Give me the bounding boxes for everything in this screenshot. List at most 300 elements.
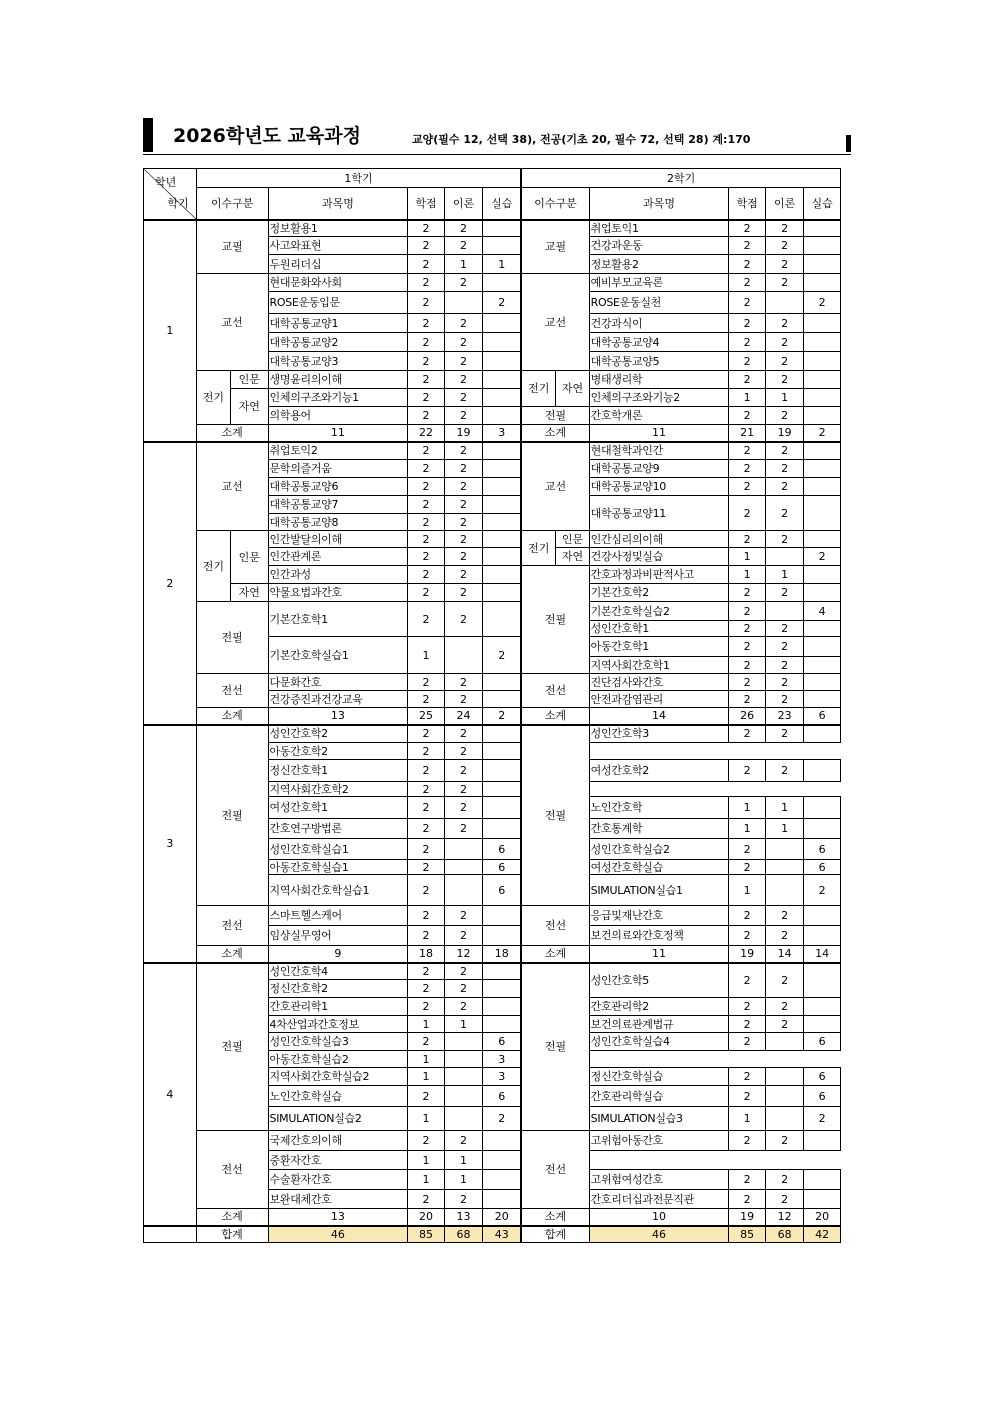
subject-theory: 2 xyxy=(765,691,803,708)
subject-practice: 6 xyxy=(483,860,522,875)
subject-theory: 2 xyxy=(444,926,482,946)
subject-practice xyxy=(483,1170,522,1190)
subject-name: 대학공통교양3 xyxy=(268,352,408,371)
subject-credit: 2 xyxy=(408,926,444,946)
subtotal-label: 소계 xyxy=(196,708,268,725)
subtotal-practice: 18 xyxy=(483,946,522,963)
subject-name: 의학용어 xyxy=(268,407,408,425)
subject-practice xyxy=(483,674,522,691)
subject-practice xyxy=(804,496,841,531)
subject-practice xyxy=(804,460,841,478)
subtotal-count: 11 xyxy=(589,946,729,963)
subtotal-credit: 20 xyxy=(408,1209,444,1226)
subject-credit: 2 xyxy=(408,980,444,998)
subject-theory: 2 xyxy=(765,621,803,637)
subtotal-credit: 18 xyxy=(408,946,444,963)
subject-credit: 2 xyxy=(408,691,444,708)
subject-name: 여성간호학2 xyxy=(589,760,729,782)
subject-theory: 1 xyxy=(765,389,803,407)
subject-credit: 2 xyxy=(408,906,444,926)
subject-name: 건강사정및실습 xyxy=(589,548,729,566)
subject-name: 취업토익2 xyxy=(268,442,408,460)
subject-practice xyxy=(483,691,522,708)
category-jeonseon: 전선 xyxy=(196,1131,268,1209)
subject-practice: 6 xyxy=(483,875,522,906)
subject-theory: 2 xyxy=(765,274,803,292)
subject-name: SIMULATION실습3 xyxy=(589,1107,729,1131)
subject-credit: 2 xyxy=(408,255,444,274)
subtotal-count: 13 xyxy=(268,1209,408,1226)
page-title: 2026학년도 교육과정 xyxy=(173,125,361,147)
subject-theory xyxy=(444,1107,482,1131)
subject-practice xyxy=(483,1131,522,1151)
subject-credit: 1 xyxy=(408,1068,444,1086)
subject-practice: 3 xyxy=(483,1068,522,1086)
subject-name: 아동간호학2 xyxy=(268,743,408,760)
total-count: 46 xyxy=(268,1226,408,1243)
subject-name: 대학공통교양9 xyxy=(589,460,729,478)
subject-credit: 2 xyxy=(729,963,765,998)
subject-theory: 2 xyxy=(765,478,803,496)
subject-name: 기본간호학2 xyxy=(589,584,729,602)
subject-credit: 2 xyxy=(729,1016,765,1033)
subject-theory: 2 xyxy=(765,926,803,946)
title-left-bar xyxy=(143,118,153,152)
subject-practice: 2 xyxy=(804,1107,841,1131)
subtotal-practice: 2 xyxy=(804,425,841,442)
subject-credit: 2 xyxy=(408,875,444,906)
subject-theory: 2 xyxy=(765,674,803,691)
subtotal-label: 소계 xyxy=(521,1209,589,1226)
subject-name: 인간과성 xyxy=(268,566,408,584)
subject-credit: 2 xyxy=(729,478,765,496)
subtotal-theory: 19 xyxy=(765,425,803,442)
subject-credit: 2 xyxy=(408,292,444,314)
total-credit: 85 xyxy=(729,1226,765,1243)
subject-practice xyxy=(804,725,841,743)
subject-practice xyxy=(804,691,841,708)
subject-theory: 2 xyxy=(444,963,482,980)
subject-name: 대학공통교양2 xyxy=(268,333,408,352)
subject-practice xyxy=(483,237,522,255)
subject-theory: 2 xyxy=(765,496,803,531)
subject-theory xyxy=(444,292,482,314)
subject-practice: 6 xyxy=(804,1033,841,1051)
subject-credit: 2 xyxy=(408,314,444,333)
subject-theory: 2 xyxy=(765,1190,803,1209)
subject-practice xyxy=(804,531,841,548)
subject-practice: 2 xyxy=(483,1107,522,1131)
subject-name: 현대문화와사회 xyxy=(268,274,408,292)
subject-practice: 1 xyxy=(483,255,522,274)
subject-practice xyxy=(804,333,841,352)
subject-name: 성인간호학4 xyxy=(268,963,408,980)
subject-name: 생명윤리의이해 xyxy=(268,371,408,389)
subject-practice: 2 xyxy=(483,637,522,674)
subject-name: 두원리더십 xyxy=(268,255,408,274)
practice-column-header: 실습 xyxy=(483,188,522,220)
subject-credit: 2 xyxy=(408,220,444,237)
subject-theory xyxy=(444,637,482,674)
subject-practice xyxy=(483,906,522,926)
subcategory-jayeon: 자연 xyxy=(556,371,589,407)
subject-theory: 2 xyxy=(765,906,803,926)
subtotal-count: 10 xyxy=(589,1209,729,1226)
category-jeonpil: 전필 xyxy=(521,407,589,425)
subject-name: 정보활용1 xyxy=(268,220,408,237)
subject-name: 정보활용2 xyxy=(589,255,729,274)
subject-name: 진단검사와간호 xyxy=(589,674,729,691)
subject-theory: 2 xyxy=(444,548,482,566)
subject-name: 간호통계학 xyxy=(589,819,729,839)
subcategory-inmun: 인문 xyxy=(556,531,589,548)
subject-theory: 2 xyxy=(444,333,482,352)
credit-column-header: 학점 xyxy=(729,188,765,220)
subject-credit: 1 xyxy=(408,1170,444,1190)
subject-credit: 2 xyxy=(408,725,444,743)
subject-practice xyxy=(483,998,522,1016)
subject-theory: 2 xyxy=(444,407,482,425)
subject-name: 취업토익1 xyxy=(589,220,729,237)
subject-theory: 2 xyxy=(444,371,482,389)
subject-practice xyxy=(483,782,522,797)
subject-theory xyxy=(765,1086,803,1107)
subject-practice xyxy=(804,255,841,274)
subject-theory xyxy=(765,1068,803,1086)
subject-practice: 6 xyxy=(804,839,841,860)
subject-name: 간호리더십과전문직관 xyxy=(589,1190,729,1209)
subject-name: 성인간호학실습3 xyxy=(268,1033,408,1051)
subject-practice xyxy=(483,760,522,782)
subject-credit: 2 xyxy=(408,819,444,839)
subject-name: ROSE운동입문 xyxy=(268,292,408,314)
subject-credit: 2 xyxy=(729,998,765,1016)
subject-theory: 2 xyxy=(444,819,482,839)
subject-credit: 2 xyxy=(729,657,765,674)
category-gyopil: 교필 xyxy=(521,220,589,274)
subject-credit: 2 xyxy=(729,760,765,782)
subject-practice xyxy=(804,442,841,460)
subject-theory: 2 xyxy=(444,691,482,708)
subject-credit: 2 xyxy=(729,352,765,371)
subject-credit: 2 xyxy=(408,860,444,875)
total-label: 합계 xyxy=(521,1226,589,1243)
subject-credit: 2 xyxy=(408,496,444,514)
subject-practice xyxy=(804,1131,841,1151)
category-jeonseon: 전선 xyxy=(196,674,268,708)
category-jeonpil: 전필 xyxy=(521,725,589,906)
subject-practice xyxy=(483,442,522,460)
subject-name: 대학공통교양6 xyxy=(268,478,408,496)
subject-name: 노인간호학실습 xyxy=(268,1086,408,1107)
subtotal-practice: 6 xyxy=(804,708,841,725)
total-theory: 68 xyxy=(765,1226,803,1243)
subtotal-theory: 12 xyxy=(444,946,482,963)
subject-credit: 1 xyxy=(408,1051,444,1068)
subject-theory: 2 xyxy=(444,998,482,1016)
subtotal-practice: 2 xyxy=(483,708,522,725)
subject-theory: 2 xyxy=(444,674,482,691)
subject-name: ROSE운동실천 xyxy=(589,292,729,314)
subtotal-count: 9 xyxy=(268,946,408,963)
category-jeonpil: 전필 xyxy=(521,566,589,674)
subject-credit: 2 xyxy=(729,274,765,292)
subject-theory: 2 xyxy=(444,725,482,743)
subject-credit: 2 xyxy=(729,1190,765,1209)
subject-theory: 2 xyxy=(765,1016,803,1033)
subject-theory: 2 xyxy=(444,743,482,760)
subject-theory: 2 xyxy=(765,1170,803,1190)
subject-theory xyxy=(765,548,803,566)
category-column-header: 이수구분 xyxy=(196,188,268,220)
subcategory-jayeon: 자연 xyxy=(231,389,268,425)
subject-practice xyxy=(483,602,522,637)
subject-name: 간호과정과비판적사고 xyxy=(589,566,729,584)
subject-theory: 2 xyxy=(444,906,482,926)
subject-name: 고위험여성간호 xyxy=(589,1170,729,1190)
subtotal-count: 13 xyxy=(268,708,408,725)
subject-name: 여성간호학1 xyxy=(268,797,408,819)
subject-practice: 3 xyxy=(483,1051,522,1068)
subject-practice xyxy=(483,220,522,237)
subject-credit: 2 xyxy=(408,743,444,760)
subject-name: 대학공통교양4 xyxy=(589,333,729,352)
subtotal-count: 11 xyxy=(589,425,729,442)
subtotal-credit: 25 xyxy=(408,708,444,725)
subject-practice xyxy=(483,797,522,819)
subject-practice xyxy=(804,237,841,255)
category-jeonseon: 전선 xyxy=(196,906,268,946)
subject-theory: 2 xyxy=(765,1131,803,1151)
subject-practice xyxy=(483,1151,522,1170)
subject-practice xyxy=(804,963,841,998)
subject-credit: 2 xyxy=(729,906,765,926)
subject-name: 간호관리학2 xyxy=(589,998,729,1016)
subject-name: 임상실무영어 xyxy=(268,926,408,946)
category-gyoseon: 교선 xyxy=(521,442,589,531)
subject-name: 성인간호학1 xyxy=(589,621,729,637)
subject-credit: 1 xyxy=(408,1107,444,1131)
subject-credit: 2 xyxy=(729,442,765,460)
subject-name: 인간관계론 xyxy=(268,548,408,566)
subject-practice: 6 xyxy=(483,839,522,860)
subject-credit: 2 xyxy=(408,274,444,292)
category-jeongi: 전기 xyxy=(196,531,230,602)
subject-name: 여성간호학실습 xyxy=(589,860,729,875)
subject-credit: 2 xyxy=(729,255,765,274)
category-jeonseon: 전선 xyxy=(521,906,589,946)
subject-practice: 6 xyxy=(804,860,841,875)
subject-credit: 2 xyxy=(729,496,765,531)
subject-theory xyxy=(765,292,803,314)
subject-credit: 2 xyxy=(729,602,765,621)
year-corner-label: 학년 xyxy=(155,175,177,189)
semester-corner-label: 학기 xyxy=(167,196,189,210)
subject-practice xyxy=(804,371,841,389)
subject-name: 인체의구조와기능2 xyxy=(589,389,729,407)
subject-practice xyxy=(483,963,522,980)
category-gyoseon: 교선 xyxy=(196,442,268,531)
subtotal-practice: 20 xyxy=(804,1209,841,1226)
subject-theory: 2 xyxy=(444,460,482,478)
subject-credit: 2 xyxy=(729,691,765,708)
subject-theory xyxy=(444,1086,482,1107)
subject-name: SIMULATION실습1 xyxy=(589,875,729,906)
subject-name: 건강과식이 xyxy=(589,314,729,333)
category-jeongi: 전기 xyxy=(521,531,555,566)
subtotal-credit: 21 xyxy=(729,425,765,442)
subject-name: SIMULATION실습2 xyxy=(268,1107,408,1131)
subject-practice: 4 xyxy=(804,602,841,621)
subject-name: 응급및재난간호 xyxy=(589,906,729,926)
subject-name: 건강증진과건강교육 xyxy=(268,691,408,708)
subject-theory: 2 xyxy=(765,352,803,371)
subject-theory: 1 xyxy=(765,797,803,819)
subtotal-theory: 24 xyxy=(444,708,482,725)
subject-name: 중환자간호 xyxy=(268,1151,408,1170)
subject-name: 대학공통교양11 xyxy=(589,496,729,531)
subject-name: 기본간호학실습1 xyxy=(268,637,408,674)
title-bar xyxy=(143,118,851,155)
subject-credit: 2 xyxy=(729,926,765,946)
subject-practice xyxy=(483,566,522,584)
subject-name: 병태생리학 xyxy=(589,371,729,389)
subject-credit: 2 xyxy=(729,1033,765,1051)
category-jeonpil: 전필 xyxy=(521,963,589,1131)
subject-credit: 2 xyxy=(408,389,444,407)
subtotal-count: 14 xyxy=(589,708,729,725)
subtotal-credit: 19 xyxy=(729,946,765,963)
subject-name: 지역사회간호학2 xyxy=(268,782,408,797)
subject-practice xyxy=(804,760,841,782)
subject-theory xyxy=(765,875,803,906)
subject-credit: 1 xyxy=(729,548,765,566)
subtotal-theory: 19 xyxy=(444,425,482,442)
subject-theory xyxy=(444,875,482,906)
semester-2-header: 2학기 xyxy=(521,169,840,188)
subject-name: 대학공통교양5 xyxy=(589,352,729,371)
subject-name: 성인간호학5 xyxy=(589,963,729,998)
subject-theory: 2 xyxy=(444,584,482,602)
subject-name: 약물요법과간호 xyxy=(268,584,408,602)
subject-practice xyxy=(483,478,522,496)
category-jeonpil: 전필 xyxy=(196,602,268,674)
subject-credit: 2 xyxy=(729,860,765,875)
subject-theory: 2 xyxy=(444,220,482,237)
total-practice: 43 xyxy=(483,1226,522,1243)
subject-theory: 1 xyxy=(444,255,482,274)
subject-name: 대학공통교양8 xyxy=(268,514,408,531)
subject-credit: 2 xyxy=(729,314,765,333)
subject-name: 보건의료와간호정책 xyxy=(589,926,729,946)
subject-theory: 2 xyxy=(765,637,803,657)
subject-practice xyxy=(804,637,841,657)
subject-theory: 2 xyxy=(444,566,482,584)
subject-practice xyxy=(483,531,522,548)
subject-credit: 1 xyxy=(729,797,765,819)
subject-practice xyxy=(804,1016,841,1033)
subject-credit: 2 xyxy=(408,1190,444,1209)
subject-theory: 2 xyxy=(444,1131,482,1151)
subject-credit: 2 xyxy=(729,584,765,602)
year-label: 3 xyxy=(144,725,197,963)
subject-credit: 2 xyxy=(408,352,444,371)
category-jeongi: 전기 xyxy=(196,371,230,425)
subject-theory: 2 xyxy=(444,442,482,460)
subject-theory: 2 xyxy=(765,725,803,743)
subject-practice: 2 xyxy=(804,875,841,906)
subject-name: 간호학개론 xyxy=(589,407,729,425)
total-year-cell xyxy=(144,1226,197,1243)
subject-theory: 1 xyxy=(444,1151,482,1170)
subtotal-practice: 14 xyxy=(804,946,841,963)
subject-name: 지역사회간호학실습1 xyxy=(268,875,408,906)
subcategory-jayeon: 자연 xyxy=(556,548,589,566)
subject-theory xyxy=(765,1033,803,1051)
subject-credit: 1 xyxy=(729,875,765,906)
subject-theory xyxy=(444,1068,482,1086)
subject-practice xyxy=(483,352,522,371)
subject-theory: 1 xyxy=(765,819,803,839)
subtotal-credit: 19 xyxy=(729,1209,765,1226)
subject-theory xyxy=(765,602,803,621)
subject-name: 4차산업과간호정보 xyxy=(268,1016,408,1033)
subject-name: 기본간호학실습2 xyxy=(589,602,729,621)
subject-name: 수술환자간호 xyxy=(268,1170,408,1190)
subject-credit: 2 xyxy=(729,292,765,314)
subject-credit: 2 xyxy=(408,548,444,566)
subject-theory: 2 xyxy=(765,760,803,782)
subcategory-jayeon: 자연 xyxy=(231,584,268,602)
subject-name: 성인간호학실습4 xyxy=(589,1033,729,1051)
subject-theory: 2 xyxy=(444,1190,482,1209)
category-jeongi: 전기 xyxy=(521,371,555,407)
subject-credit: 1 xyxy=(729,819,765,839)
subject-name: 인간심리의이해 xyxy=(589,531,729,548)
subject-practice xyxy=(483,980,522,998)
subject-theory: 2 xyxy=(444,782,482,797)
subject-practice xyxy=(804,1190,841,1209)
subject-name: 기본간호학1 xyxy=(268,602,408,637)
subject-theory: 2 xyxy=(765,237,803,255)
semester-1-header: 1학기 xyxy=(196,169,521,188)
subject-credit: 2 xyxy=(408,797,444,819)
subject-credit: 2 xyxy=(729,1170,765,1190)
subject-theory: 2 xyxy=(765,255,803,274)
subject-practice xyxy=(483,371,522,389)
subject-name: 정신간호학2 xyxy=(268,980,408,998)
title-right-bar xyxy=(846,135,851,152)
subject-practice: 2 xyxy=(804,548,841,566)
category-gyopil: 교필 xyxy=(196,220,268,274)
subject-practice: 6 xyxy=(483,1086,522,1107)
subject-credit: 2 xyxy=(408,407,444,425)
subject-practice: 6 xyxy=(804,1068,841,1086)
subject-credit: 2 xyxy=(408,584,444,602)
subject-practice xyxy=(483,743,522,760)
subtotal-label: 소계 xyxy=(521,946,589,963)
subtotal-label: 소계 xyxy=(521,708,589,725)
subject-credit: 2 xyxy=(729,637,765,657)
subject-name: 현대철학과인간 xyxy=(589,442,729,460)
subject-theory xyxy=(765,839,803,860)
subject-practice xyxy=(804,657,841,674)
subject-theory: 2 xyxy=(765,460,803,478)
subtotal-practice: 3 xyxy=(483,425,522,442)
subject-theory: 1 xyxy=(444,1170,482,1190)
subject-credit: 2 xyxy=(729,621,765,637)
subject-credit: 2 xyxy=(729,460,765,478)
